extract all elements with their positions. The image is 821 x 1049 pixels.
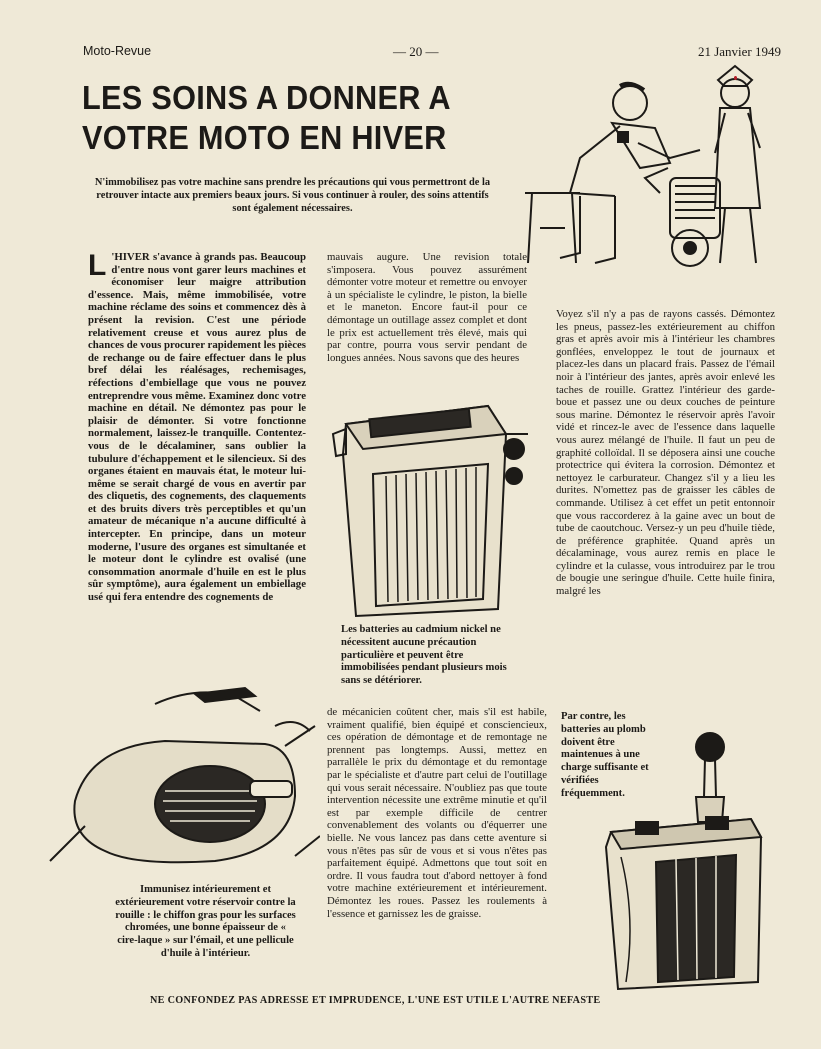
drop-cap: L bbox=[88, 249, 107, 282]
issue-date: 21 Janvier 1949 bbox=[697, 44, 781, 59]
footer-slogan: NE CONFONDEZ PAS ADRESSE ET IMPRUDENCE, L'UNE EST UTILE L'AUTRE NEFASTE bbox=[150, 995, 601, 1006]
article-column-2-top: mauvais augure. Une revision totale s'imposera. Vous pouvez assurément démonter votre moteur et remettre ou envoyer à un spécialiste le cylindre, le piston, la bielle et le maneton. Encore faut-il pour ce démontage un outillage assez complet et dont le prix est actuellement très élevé, mais qui par contre, pourra vous servir pendant de longues années. Nous savons que des heures bbox=[327, 251, 527, 364]
article-column-2-bottom: de mécanicien coûtent cher, mais s'il est habile, vraiment qualifié, bien équipé et consciencieux, ces opération de démontage et de remontage ne prennent pas longtemps. Aussi, mettez en parrallèle le prix du démontage et du remontage par le spécialiste et d'autre part celui de l'outillage qui vous serait nécessaire. N'oubliez pas que toute intervention nécessite une extrême minutie et qu'il est par exemple difficile de centrer convenablement des volants ou d'équerrer une bielle. Ne vous lancez pas dans cette aventure si vous n'êtes pas sûr de vous et si vous n'êtes pas parfaitement équipé. Admettons que tout soit en ordre. Il vous faudra tout d'abord nettoyer à fond votre machine extérieurement et intérieurement. Démontez les roues. Passez les roulements à l'essence et garnissez les de graisse. bbox=[327, 706, 547, 920]
mechanic-nurse-illustration bbox=[520, 58, 780, 278]
caption-nickel-battery: Les batteries au cadmium nickel ne nécessitent aucune précaution particulière et peuvent être immobilisées pendant plusieurs mois sans se détériorer. bbox=[341, 624, 507, 687]
caption-lead-battery: Par contre, les batteries au plomb doivent être maintenues à une charge suffisante et vérifiées fréquemment. bbox=[561, 711, 649, 799]
lead-battery-illustration bbox=[596, 727, 776, 997]
page-number: — 20 — bbox=[393, 44, 439, 59]
caption-fuel-tank: Immunisez intérieurement et extérieurement votre réservoir contre la rouille : le chiffon gras pour les surfaces chromées, une bonne épaisseur de « cire-laque » sur l'émail, et une pellicule d'huile à l'intérieur. bbox=[115, 884, 296, 959]
title-line-1: LES SOINS A DONNER A bbox=[82, 79, 451, 116]
article-column-3: Voyez s'il n'y a pas de rayons cassés. Démontez les pneus, passez-les extérieurement au chiffon gras et après avoir mis à l'intérieur les chambres gonflées, enveloppez le tout de journaux et placez-les dans un placard frais. Passez de l'émail noir à l'intérieur des jantes, après avoir enlevé les taches de rouille. Grattez l'intérieur des garde-boue et passez une ou deux couches de peinture sous marine. Démontez le réservoir après l'avoir vidé et rincez-le avec de l'essence dans laquelle vous aurez mélangé de l'huile. Il faut un peu de graphité colloïdal. Il se déposera ainsi une couche protectrice qui évitera la corrosion. Démontez et nettoyez le carburateur. Changez s'il y a lieu les durites. N'omettez pas de graisser les câbles de commande. Utilisez à cet effet un petit entonnoir que vous raccorderez à la gaine avec un bout de tube de caoutchouc. Versez-y un peu d'huile tiède, de préférence graphitée. Quand après un décalaminage, vous aurez remis en place le cylindre et la culasse, vous introduirez par le trou de bougie une seringue d'huile. Cette huile finira, malgré les bbox=[556, 308, 775, 598]
fuel-tank-illustration bbox=[45, 686, 320, 881]
article-intro: N'immobilisez pas votre machine sans prendre les précautions qui vous permettront de la retrouver intacte aux premiers beaux jours. Si vous continuer à rouler, des soins attentifs sont également nécessaires. bbox=[94, 177, 491, 214]
column-1-text: 'HIVER s'avance à grands pas. Beaucoup d'entre nous vont garer leurs machines et économiser leur maigre attribution d'essence. Mais, même immobilisée, votre machine réclame des soins et commencez dès à présent la revision. C'est une période relativement creuse et vous aurez plus de chances de vous procurer rapidement les pièces de rechange ou de faire effectuer dans le plus bref délai les réalésages, rechemisages, réfections d'embiellage que vous ne pouvez entreprendre vous même. Examinez donc votre machine en détail. Ne démontez pas pour le plaisir de démonter. Si votre fonctionne normalement, laissez-le tranquille. Contentez-vous de le décalaminer, sans oublier la tubulure d'échappement et le silencieux. Si des organes étaient en mauvais état, le moteur lui-même se serait chargé de vous en avertir par des cliquetis, des cognements, des claquements et des bruits divers très perceptibles et qu'un amateur de mécanique n'a aucune difficulté à intercepter. En principe, dans un moteur moderne, l'usure des organes est simultanée et le moteur dont le cylindre est ovalisé (une consommation anormale d'huile en est le plus sûr symptôme), aura également un embiellage usé qui fera entendre des cognements de bbox=[88, 251, 306, 604]
publication-name: Moto-Revue bbox=[83, 44, 152, 58]
nickel-battery-illustration bbox=[328, 394, 533, 619]
title-line-2: VOTRE MOTO EN HIVER bbox=[82, 119, 447, 156]
article-column-1 bbox=[88, 251, 306, 604]
article-title bbox=[82, 78, 451, 158]
